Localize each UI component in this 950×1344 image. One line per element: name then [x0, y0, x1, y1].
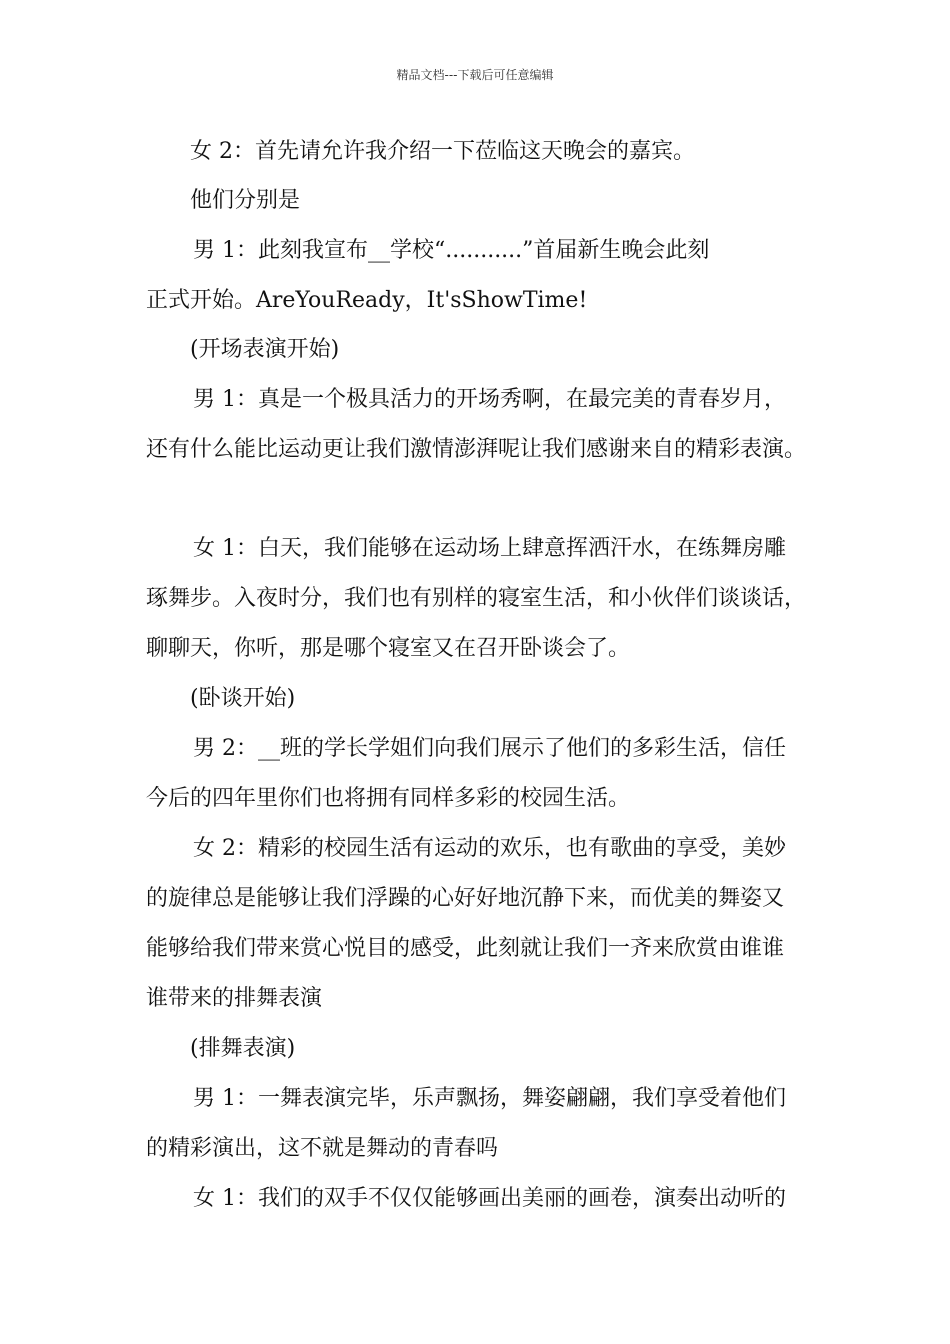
paragraph-line: 的旋律总是能够让我们浮躁的心好好地沉静下来，而优美的舞姿又 [146, 886, 785, 911]
paragraph-line: 琢舞步。入夜时分，我们也有别样的寝室生活，和小伙伴们谈谈话， [146, 586, 807, 611]
paragraph-line: 谁带来的排舞表演 [146, 986, 323, 1011]
paragraph-line: 聊聊天，你听，那是哪个寝室又在召开卧谈会了。 [146, 636, 631, 661]
paragraph-line: 男 1：此刻我宣布__学校“...........”首届新生晚会此刻 [193, 238, 710, 263]
paragraph-line: (开场表演开始) [190, 337, 340, 362]
paragraph-line: 女 2：首先请允许我介绍一下莅临这天晚会的嘉宾。 [190, 139, 695, 164]
paragraph-line: 今后的四年里你们也将拥有同样多彩的校园生活。 [146, 786, 631, 811]
paragraph-line: 能够给我们带来赏心悦目的感受，此刻就让我们一齐来欣赏由谁谁 [146, 936, 785, 961]
paragraph-line: 男 1：一舞表演完毕，乐声飘扬，舞姿翩翩，我们享受着他们 [193, 1086, 786, 1111]
paragraph-line: 他们分别是 [190, 188, 301, 213]
paragraph-line: (卧谈开始) [190, 686, 296, 711]
paragraph-line: 正式开始。AreYouReady，It'sShowTime! [146, 288, 588, 313]
paragraph-line: 还有什么能比运动更让我们激情澎湃呢让我们感谢来自的精彩表演。 [146, 437, 807, 462]
paragraph-line: 女 2：精彩的校园生活有运动的欢乐，也有歌曲的享受，美妙 [193, 836, 786, 861]
paragraph-line: 女 1：我们的双手不仅仅能够画出美丽的画卷，演奏出动听的 [193, 1186, 786, 1211]
paragraph-line: 男 2：__班的学长学姐们向我们展示了他们的多彩生活，信任 [193, 736, 786, 761]
paragraph-line: 男 1：真是一个极具活力的开场秀啊，在最完美的青春岁月， [193, 387, 786, 412]
page-header: 精品文档---下载后可任意编辑 [396, 68, 554, 82]
paragraph-line: 的精彩演出，这不就是舞动的青春吗 [146, 1136, 499, 1161]
paragraph-line: (排舞表演) [190, 1036, 296, 1061]
paragraph-line: 女 1：白天，我们能够在运动场上肆意挥洒汗水，在练舞房雕 [193, 536, 786, 561]
